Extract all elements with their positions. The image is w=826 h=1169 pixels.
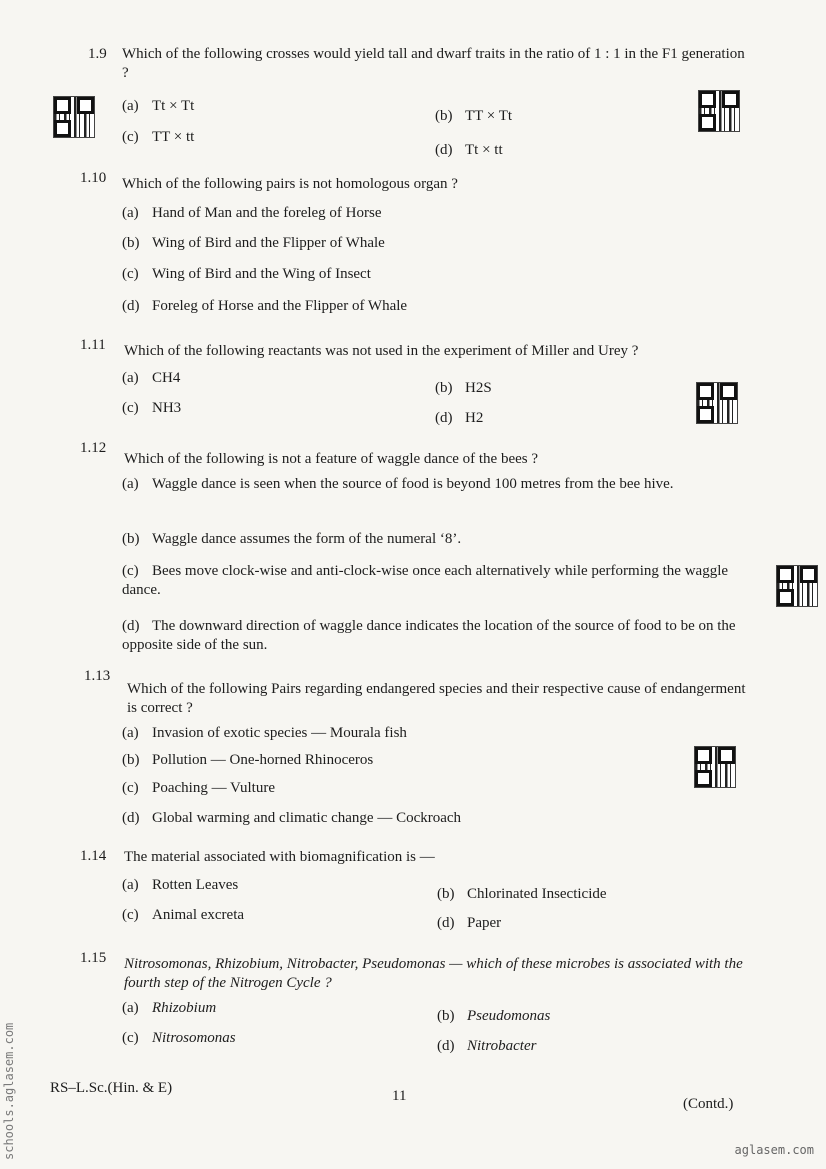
option-a: (a) Rotten Leaves [122,877,239,893]
question-number: 1.11 [80,337,106,353]
qr-code-icon [698,90,740,132]
question-text: The material associated with biomagnification is — [124,849,435,865]
question-number: 1.10 [80,170,107,186]
option-b: (b) Pollution — One-horned Rhinoceros [122,752,374,768]
option-c: (c) Poaching — Vulture [122,780,275,796]
option-d: (d) H2 [435,410,484,426]
contd-label: (Contd.) [683,1096,734,1112]
qr-code-icon [696,382,738,424]
option-b: (b) H2S [435,380,492,396]
option-a: (a) Invasion of exotic species — Mourala fish [122,725,407,741]
qr-code-icon [776,565,818,607]
option-d: (d) Global warming and climatic change — Cockroach [122,810,462,826]
question-text: Which of the following Pairs regarding endangered species and their respective cause of endangerment is correct ? [127,681,746,716]
paper-code: RS–L.Sc.(Hin. & E) [50,1080,173,1096]
option-c: (c) Bees move clock-wise and anti-clock-wise once each alternatively while performing the waggle dance. [122,563,729,598]
option-c: (c) Wing of Bird and the Wing of Insect [122,266,371,282]
option-d: (d) Tt × tt [435,142,503,158]
question-text: Which of the following reactants was not used in the experiment of Miller and Urey ? [124,343,639,359]
option-d: (d) Foreleg of Horse and the Flipper of Whale [122,298,408,314]
question-number: 1.15 [80,950,107,966]
option-d: (d) Nitrobacter [437,1038,537,1054]
option-a: (a) Tt × Tt [122,98,195,114]
question-number: 1.14 [80,848,107,864]
option-b: (b) Wing of Bird and the Flipper of Whale [122,235,385,251]
question-number: 1.9 [88,46,107,62]
option-b: (b) Chlorinated Insecticide [437,886,607,902]
bottom-watermark: aglasem.com [734,1143,814,1157]
option-a: (a) Hand of Man and the foreleg of Horse [122,205,382,221]
option-d: (d) Paper [437,915,502,931]
question-text: Which of the following is not a feature of waggle dance of the bees ? [124,451,539,467]
option-b: (b) Pseudomonas [437,1008,551,1024]
question-text: Which of the following crosses would yield tall and dwarf traits in the ratio of 1 : 1 in the F1 generation ? [122,46,745,81]
page-number: 11 [392,1088,407,1104]
question-text: Nitrosomonas, Rhizobium, Nitrobacter, Pseudomonas — which of these microbes is associated with the fourth step of the Nitrogen Cycle ? [124,956,743,991]
qr-code-icon [53,96,95,138]
option-d: (d) The downward direction of waggle dance indicates the location of the source of food to be on the opposite side of the sun. [122,618,736,653]
option-c: (c) TT × tt [122,129,195,145]
question-number: 1.12 [80,440,107,456]
option-b: (b) Waggle dance assumes the form of the numeral ‘8’. [122,531,462,547]
option-b: (b) TT × Tt [435,108,513,124]
option-a: (a) Waggle dance is seen when the source of food is beyond 100 metres from the bee hive. [122,476,674,492]
option-c: (c) NH3 [122,400,182,416]
question-text: Which of the following pairs is not homologous organ ? [122,176,458,192]
option-c: (c) Nitrosomonas [122,1030,236,1046]
question-number: 1.13 [84,668,111,684]
qr-code-icon [694,746,736,788]
option-a: (a) CH4 [122,370,181,386]
option-a: (a) Rhizobium [122,1000,217,1016]
side-watermark: schools.aglasem.com [2,1022,16,1160]
option-c: (c) Animal excreta [122,907,245,923]
